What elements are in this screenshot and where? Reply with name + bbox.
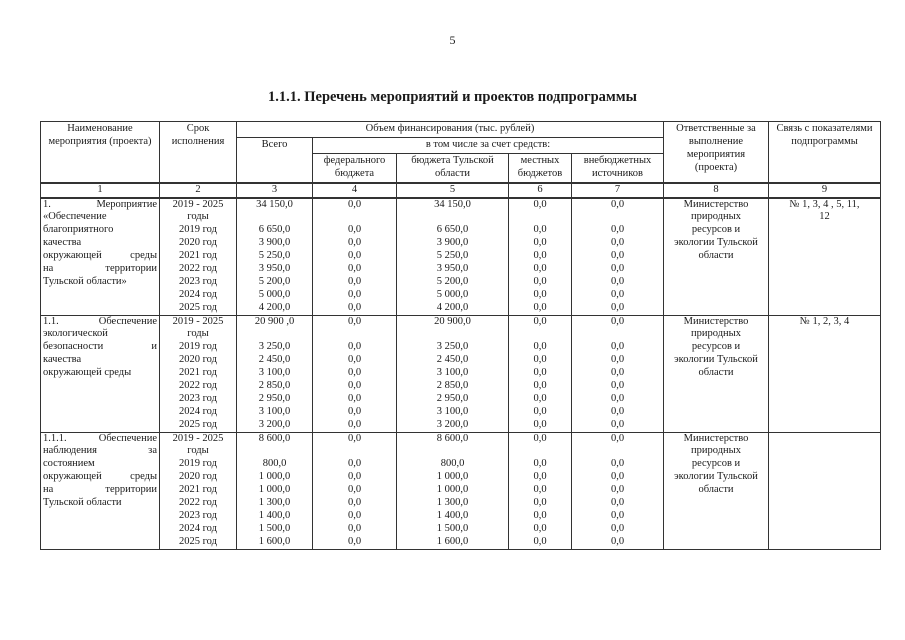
local-value: 0,0 bbox=[533, 367, 547, 379]
term-value: 2025 год bbox=[179, 535, 217, 547]
extra-value: 0,0 bbox=[610, 484, 625, 496]
extra-value bbox=[574, 328, 661, 341]
term-value: 2019 - 2025 bbox=[172, 315, 224, 327]
term-value: годы bbox=[187, 328, 209, 340]
local-cell bbox=[509, 315, 572, 432]
indicator-link-line: № 1, 2, 3, 4 bbox=[799, 315, 850, 327]
regional-value: 3 100,0 bbox=[436, 367, 469, 379]
indicator-link-line: 12 bbox=[819, 211, 830, 223]
regional-value: 4 200,0 bbox=[436, 301, 469, 313]
total-value bbox=[239, 211, 310, 224]
responsible-cell bbox=[664, 432, 769, 549]
local-value bbox=[511, 445, 569, 458]
local-value: 0,0 bbox=[533, 535, 547, 547]
term-cell bbox=[160, 432, 237, 549]
regional-value: 1 000,0 bbox=[436, 484, 469, 496]
local-value: 0,0 bbox=[533, 275, 547, 287]
local-cell bbox=[509, 432, 572, 549]
federal-cell bbox=[313, 315, 397, 432]
local-value: 0,0 bbox=[533, 432, 547, 444]
responsible-line: ресурсов и bbox=[691, 224, 741, 236]
regional-value: 2 950,0 bbox=[436, 392, 469, 404]
term-value: годы bbox=[187, 211, 209, 223]
federal-value: 0,0 bbox=[347, 224, 362, 236]
page-number: 5 bbox=[449, 33, 456, 47]
regional-value: 1 400,0 bbox=[436, 509, 469, 521]
measure-name-line: окружающей среды bbox=[43, 250, 157, 262]
column-number: 6 bbox=[509, 183, 572, 198]
total-value: 4 200,0 bbox=[258, 301, 291, 313]
term-value: 2025 год bbox=[179, 301, 217, 313]
regional-value: 3 900,0 bbox=[436, 237, 469, 249]
term-value: 2019 - 2025 bbox=[172, 198, 224, 210]
measure-row bbox=[41, 315, 881, 432]
federal-cell bbox=[313, 198, 397, 316]
extra-value: 0,0 bbox=[610, 458, 625, 470]
regional-value: 8 600,0 bbox=[436, 432, 469, 444]
extra-value: 0,0 bbox=[610, 471, 625, 483]
federal-value: 0,0 bbox=[347, 509, 362, 521]
header-total: Всего bbox=[237, 137, 313, 182]
regional-value: 3 200,0 bbox=[436, 418, 469, 430]
column-numbers-row bbox=[41, 183, 881, 198]
measure-name-line: Тульской области bbox=[43, 497, 122, 509]
local-value: 0,0 bbox=[533, 418, 547, 430]
regional-value: 5 250,0 bbox=[436, 250, 469, 262]
term-value: 2019 год bbox=[179, 458, 217, 470]
responsible-line: экологии Тульской bbox=[674, 354, 758, 366]
regional-cell bbox=[397, 315, 509, 432]
measure-name-line: благоприятного bbox=[43, 224, 114, 236]
federal-value: 0,0 bbox=[347, 471, 362, 483]
page-title: 1.1.1. Перечень мероприятий и проектов подпрограммы bbox=[268, 89, 637, 105]
local-value: 0,0 bbox=[533, 392, 547, 404]
measure-name-line: Тульской области» bbox=[43, 275, 127, 287]
regional-value: 5 000,0 bbox=[436, 288, 469, 300]
regional-value: 2 850,0 bbox=[436, 380, 469, 391]
term-value: 2024 год bbox=[179, 522, 217, 534]
responsible-cell bbox=[664, 315, 769, 432]
measure-name-line: состоянием bbox=[43, 458, 95, 470]
regional-value bbox=[399, 445, 506, 458]
responsible-line: экологии Тульской bbox=[674, 237, 758, 249]
header-term: Срок исполнения bbox=[160, 122, 237, 183]
federal-value: 0,0 bbox=[347, 522, 362, 534]
indicator-link-cell bbox=[769, 198, 881, 316]
federal-value: 0,0 bbox=[347, 275, 362, 287]
regional-value: 2 450,0 bbox=[436, 354, 469, 366]
term-value: 2022 год bbox=[179, 497, 217, 509]
regional-value: 34 150,0 bbox=[434, 198, 471, 210]
local-value: 0,0 bbox=[533, 380, 547, 391]
extra-value: 0,0 bbox=[610, 405, 625, 417]
indicator-link-cell bbox=[769, 432, 881, 549]
total-value: 6 650,0 bbox=[258, 224, 291, 236]
extra-value: 0,0 bbox=[610, 198, 625, 210]
local-value: 0,0 bbox=[533, 237, 547, 249]
local-cell bbox=[509, 198, 572, 316]
term-value: 2023 год bbox=[179, 275, 217, 287]
local-value: 0,0 bbox=[533, 458, 547, 470]
regional-value: 5 200,0 bbox=[436, 275, 469, 287]
local-value: 0,0 bbox=[533, 509, 547, 521]
extra-value: 0,0 bbox=[610, 288, 625, 300]
responsible-line: Министерство bbox=[683, 198, 749, 210]
extra-value: 0,0 bbox=[610, 341, 625, 353]
extra-cell bbox=[572, 198, 664, 316]
table-body bbox=[41, 198, 881, 550]
measure-name bbox=[41, 315, 160, 432]
federal-value: 0,0 bbox=[347, 250, 362, 262]
measure-name-line: качества bbox=[43, 237, 82, 249]
local-value: 0,0 bbox=[533, 315, 547, 327]
term-value: 2022 год bbox=[179, 262, 217, 274]
table-header bbox=[41, 122, 881, 198]
federal-cell bbox=[313, 432, 397, 549]
term-value: 2019 год bbox=[179, 224, 217, 236]
federal-value: 0,0 bbox=[347, 418, 362, 430]
measure-row bbox=[41, 198, 881, 316]
term-value: 2020 год bbox=[179, 354, 217, 366]
term-value: годы bbox=[187, 445, 209, 457]
extra-value: 0,0 bbox=[610, 392, 625, 404]
local-value: 0,0 bbox=[533, 341, 547, 353]
federal-value: 0,0 bbox=[347, 301, 362, 313]
measure-name-line: окружающей среды bbox=[43, 367, 132, 379]
responsible-line: природных bbox=[691, 211, 741, 223]
term-value: 2021 год bbox=[179, 250, 217, 262]
local-value: 0,0 bbox=[533, 484, 547, 496]
federal-value: 0,0 bbox=[347, 341, 362, 353]
total-cell bbox=[237, 432, 313, 549]
regional-value: 3 950,0 bbox=[436, 262, 469, 274]
federal-value: 0,0 bbox=[347, 198, 362, 210]
total-value bbox=[239, 445, 310, 458]
extra-value: 0,0 bbox=[610, 315, 625, 327]
total-cell bbox=[237, 315, 313, 432]
total-value: 1 400,0 bbox=[258, 509, 291, 521]
federal-value: 0,0 bbox=[347, 432, 362, 444]
responsible-line: природных bbox=[691, 445, 741, 457]
total-cell bbox=[237, 198, 313, 316]
total-value: 3 900,0 bbox=[258, 237, 291, 249]
responsible-line: Министерство bbox=[683, 315, 749, 327]
federal-value: 0,0 bbox=[347, 405, 362, 417]
federal-value: 0,0 bbox=[347, 354, 362, 366]
responsible-line: области bbox=[698, 367, 734, 379]
local-value: 0,0 bbox=[533, 522, 547, 534]
header-link: Связь с показателями подпрограммы bbox=[769, 122, 881, 183]
extra-value: 0,0 bbox=[610, 497, 625, 509]
federal-value: 0,0 bbox=[347, 315, 362, 327]
extra-cell bbox=[572, 315, 664, 432]
regional-value: 1 600,0 bbox=[436, 535, 469, 547]
federal-value: 0,0 bbox=[347, 237, 362, 249]
header-funding: Объем финансирования (тыс. рублей) bbox=[237, 122, 664, 138]
extra-value: 0,0 bbox=[610, 522, 625, 534]
column-number: 4 bbox=[313, 183, 397, 198]
total-value: 1 600,0 bbox=[258, 535, 291, 547]
regional-value: 1 500,0 bbox=[436, 522, 469, 534]
measure-name-line: на территории bbox=[43, 484, 157, 496]
total-value: 2 850,0 bbox=[258, 380, 291, 391]
measure-name-line: наблюдения за bbox=[43, 445, 157, 457]
regional-value: 20 900,0 bbox=[434, 315, 471, 327]
measure-name-line: качества bbox=[43, 354, 82, 366]
regional-value: 1 000,0 bbox=[436, 471, 469, 483]
responsible-line: области bbox=[698, 484, 734, 496]
local-value: 0,0 bbox=[533, 262, 547, 274]
extra-value: 0,0 bbox=[610, 432, 625, 444]
extra-value: 0,0 bbox=[610, 509, 625, 521]
header-including: в том числе за счет средств: bbox=[313, 137, 664, 153]
federal-value bbox=[315, 211, 394, 224]
regional-value: 6 650,0 bbox=[436, 224, 469, 236]
term-value: 2023 год bbox=[179, 509, 217, 521]
term-value: 2019 - 2025 bbox=[172, 432, 224, 444]
total-value: 1 300,0 bbox=[258, 497, 291, 509]
total-value: 2 450,0 bbox=[258, 354, 291, 366]
responsible-line: экологии Тульской bbox=[674, 471, 758, 483]
column-number: 8 bbox=[664, 183, 769, 198]
term-value: 2024 год bbox=[179, 288, 217, 300]
regional-value: 1 300,0 bbox=[436, 497, 469, 509]
federal-value: 0,0 bbox=[347, 484, 362, 496]
regional-cell bbox=[397, 432, 509, 549]
total-value: 800,0 bbox=[262, 458, 287, 470]
total-value: 3 200,0 bbox=[258, 418, 291, 430]
extra-value: 0,0 bbox=[610, 237, 625, 249]
column-number: 7 bbox=[572, 183, 664, 198]
regional-value bbox=[399, 211, 506, 224]
header-extra: внебюджетных источников bbox=[572, 153, 664, 182]
term-value: 2025 год bbox=[179, 418, 217, 430]
measure-name-line: 1.1.1. Обеспечение bbox=[43, 432, 157, 444]
extra-value: 0,0 bbox=[610, 262, 625, 274]
measure-name-line: 1. Мероприятие bbox=[43, 198, 157, 210]
extra-value: 0,0 bbox=[610, 301, 625, 313]
responsible-line: ресурсов и bbox=[691, 458, 741, 470]
regional-value: 3 100,0 bbox=[436, 405, 469, 417]
term-value: 2021 год bbox=[179, 484, 217, 496]
total-value: 1 000,0 bbox=[258, 471, 291, 483]
extra-value: 0,0 bbox=[610, 250, 625, 262]
measure-name-line: «Обеспечение bbox=[43, 211, 107, 223]
measure-name-line: на территории bbox=[43, 262, 157, 274]
total-value: 5 200,0 bbox=[258, 275, 291, 287]
total-value: 3 100,0 bbox=[258, 367, 291, 379]
extra-value: 0,0 bbox=[610, 367, 625, 379]
term-value: 2019 год bbox=[179, 341, 217, 353]
federal-value: 0,0 bbox=[347, 367, 362, 379]
local-value: 0,0 bbox=[533, 198, 547, 210]
federal-value: 0,0 bbox=[347, 288, 362, 300]
extra-value bbox=[574, 211, 661, 224]
extra-value: 0,0 bbox=[610, 224, 625, 236]
federal-value: 0,0 bbox=[347, 380, 362, 391]
measure-row bbox=[41, 432, 881, 549]
regional-value: 800,0 bbox=[440, 458, 465, 470]
federal-value: 0,0 bbox=[347, 535, 362, 547]
federal-value bbox=[315, 445, 394, 458]
federal-value: 0,0 bbox=[347, 497, 362, 509]
extra-value: 0,0 bbox=[610, 354, 625, 366]
header-name: Наименование мероприятия (проекта) bbox=[41, 122, 160, 183]
measure-name-line: окружающей среды bbox=[43, 471, 157, 483]
local-value bbox=[511, 328, 569, 341]
extra-value: 0,0 bbox=[610, 275, 625, 287]
term-value: 2023 год bbox=[179, 392, 217, 404]
regional-cell bbox=[397, 198, 509, 316]
total-value: 3 950,0 bbox=[258, 262, 291, 274]
federal-value: 0,0 bbox=[347, 262, 362, 274]
local-value: 0,0 bbox=[533, 497, 547, 509]
total-value: 2 950,0 bbox=[258, 392, 291, 404]
extra-value: 0,0 bbox=[610, 535, 625, 547]
term-value: 2020 год bbox=[179, 237, 217, 249]
total-value: 5 000,0 bbox=[258, 288, 291, 300]
total-value: 1 000,0 bbox=[258, 484, 291, 496]
column-number: 3 bbox=[237, 183, 313, 198]
header-local: местных бюджетов bbox=[509, 153, 572, 182]
local-value: 0,0 bbox=[533, 301, 547, 313]
column-number: 5 bbox=[397, 183, 509, 198]
header-federal: федерального бюджета bbox=[313, 153, 397, 182]
local-value bbox=[511, 211, 569, 224]
extra-value: 0,0 bbox=[610, 380, 625, 391]
extra-cell bbox=[572, 432, 664, 549]
responsible-cell bbox=[664, 198, 769, 316]
header-responsible: Ответственные за выполнение мероприятия (проекта) bbox=[664, 122, 769, 183]
indicator-link-line: № 1, 3, 4 , 5, 11, bbox=[789, 198, 860, 210]
term-value: 2024 год bbox=[179, 405, 217, 417]
header-regional: бюджета Тульской области bbox=[397, 153, 509, 182]
indicator-link-cell bbox=[769, 315, 881, 432]
federal-value bbox=[315, 328, 394, 341]
term-cell bbox=[160, 315, 237, 432]
total-value: 34 150,0 bbox=[256, 198, 293, 210]
total-value: 20 900 ,0 bbox=[254, 315, 295, 327]
total-value: 8 600,0 bbox=[258, 432, 291, 444]
column-number: 9 bbox=[769, 183, 881, 198]
column-number: 1 bbox=[41, 183, 160, 198]
local-value: 0,0 bbox=[533, 405, 547, 417]
total-value: 3 250,0 bbox=[258, 341, 291, 353]
local-value: 0,0 bbox=[533, 288, 547, 300]
term-value: 2022 год bbox=[179, 380, 217, 391]
measure-name-line: 1.1. Обеспечение bbox=[43, 315, 157, 327]
measures-table bbox=[40, 121, 881, 550]
column-number: 2 bbox=[160, 183, 237, 198]
regional-value: 3 250,0 bbox=[436, 341, 469, 353]
regional-value bbox=[399, 328, 506, 341]
measure-name-line: экологической bbox=[43, 328, 108, 340]
local-value: 0,0 bbox=[533, 250, 547, 262]
measure-name-line: безопасности и bbox=[43, 341, 157, 353]
responsible-line: Министерство bbox=[683, 432, 749, 444]
extra-value bbox=[574, 445, 661, 458]
responsible-line: ресурсов и bbox=[691, 341, 741, 353]
total-value: 1 500,0 bbox=[258, 522, 291, 534]
term-value: 2021 год bbox=[179, 367, 217, 379]
local-value: 0,0 bbox=[533, 354, 547, 366]
responsible-line: области bbox=[698, 250, 734, 262]
local-value: 0,0 bbox=[533, 224, 547, 236]
federal-value: 0,0 bbox=[347, 458, 362, 470]
total-value: 3 100,0 bbox=[258, 405, 291, 417]
term-value: 2020 год bbox=[179, 471, 217, 483]
measure-name bbox=[41, 432, 160, 549]
total-value: 5 250,0 bbox=[258, 250, 291, 262]
term-cell bbox=[160, 198, 237, 316]
extra-value: 0,0 bbox=[610, 418, 625, 430]
measure-name bbox=[41, 198, 160, 316]
total-value bbox=[239, 328, 310, 341]
local-value: 0,0 bbox=[533, 471, 547, 483]
responsible-line: природных bbox=[691, 328, 741, 340]
federal-value: 0,0 bbox=[347, 392, 362, 404]
